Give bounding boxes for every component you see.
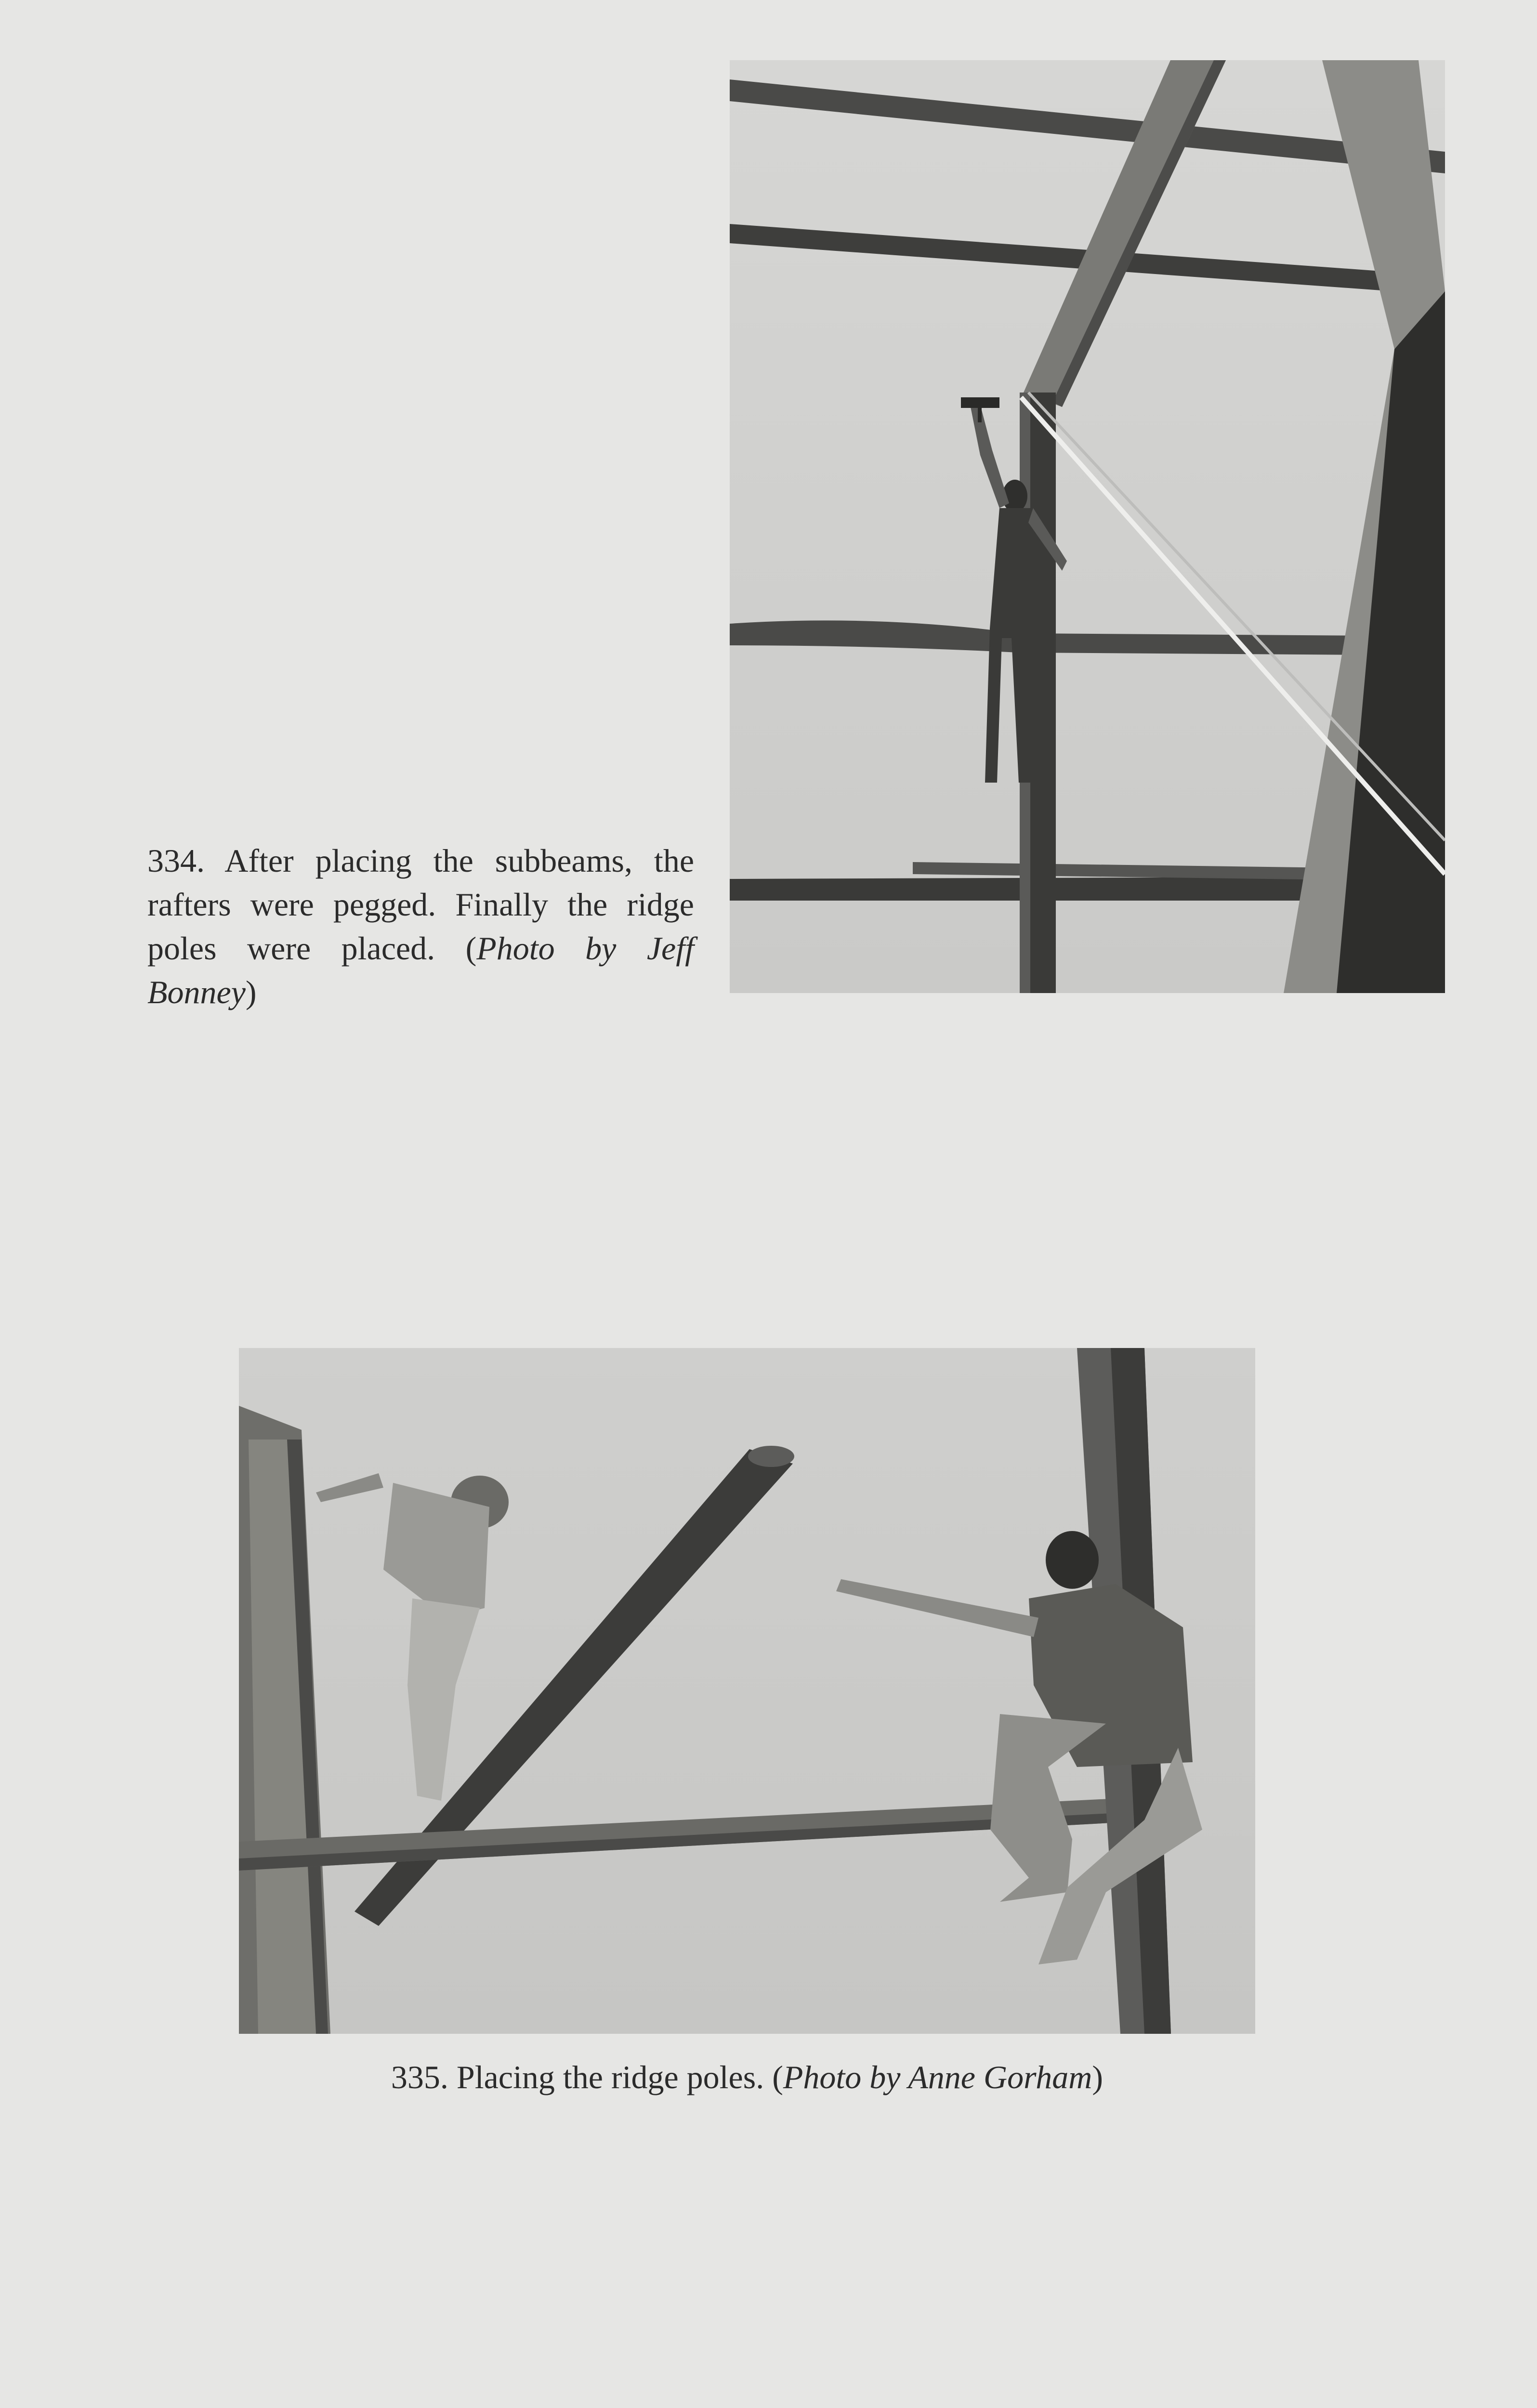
figure-335-caption [239,2055,1255,2099]
figure-335-credit-open: ( [772,2059,783,2095]
photo-335-image [239,1348,1255,2034]
figure-335-credit: Photo by Anne Gorham [783,2059,1092,2095]
figure-335-number: 335. [391,2059,448,2095]
figure-335-caption-text: Placing the ridge poles. [456,2059,764,2095]
figure-334-credit-open: ( [465,930,477,967]
figure-334-number: 334. [147,842,205,879]
photo-335-placing-ridge-poles [239,1348,1255,2034]
figure-335-credit-close: ) [1092,2059,1103,2095]
figure-334-credit: Photo by Jeff Bonney [147,930,695,1010]
figure-334-caption-text: After placing the subbeams, the rafters were pegged. Finally the ridge poles were placed. [147,842,695,967]
figure-334-caption [147,839,694,1014]
figure-334-credit-close: ) [245,974,257,1010]
photo-334-image [730,60,1445,993]
photo-334-man-hammering-rafter [730,60,1445,993]
